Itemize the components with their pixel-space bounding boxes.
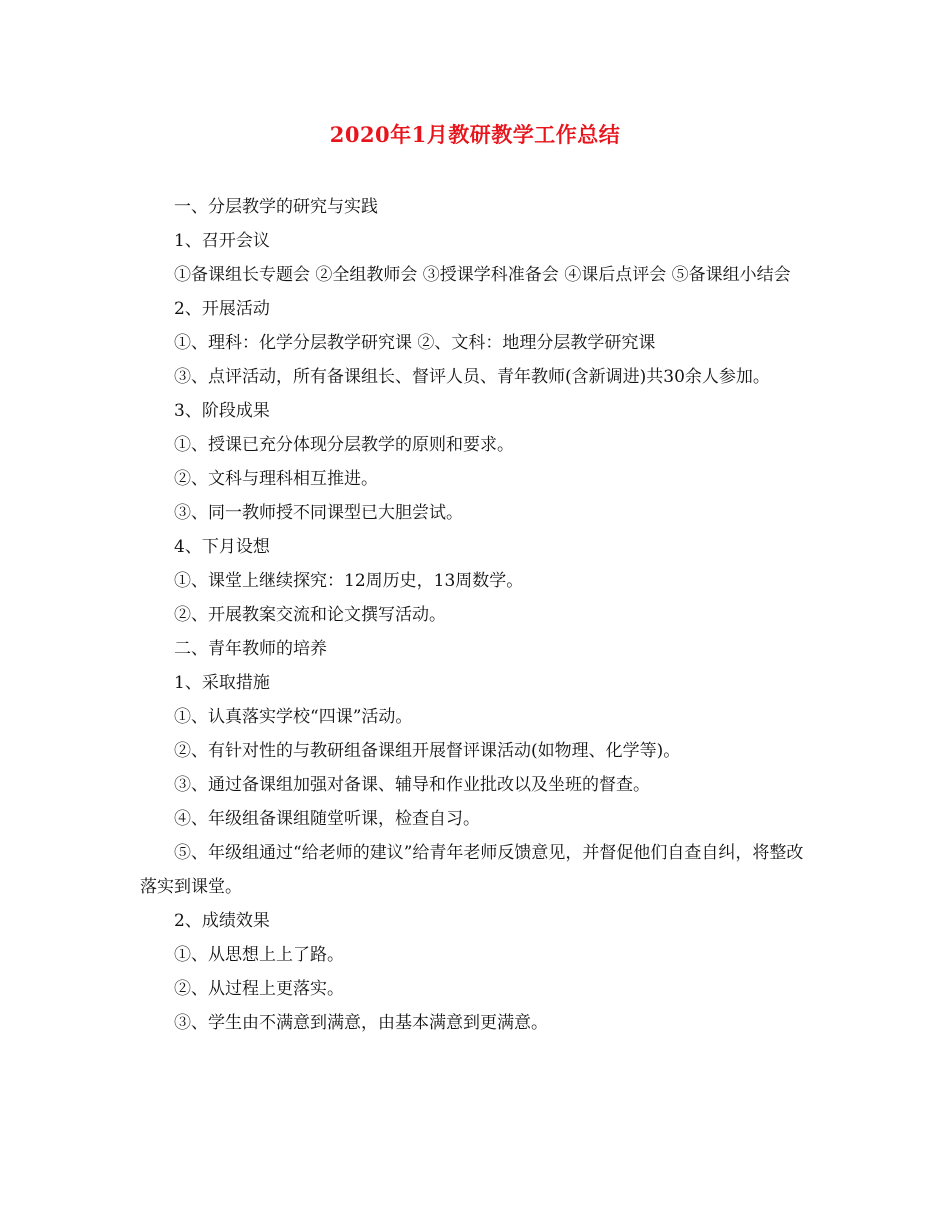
paragraph: ⑤、年级组通过“给老师的建议”给青年老师反馈意见，并督促他们自查自纠，将整改落实到课堂。 — [140, 843, 804, 897]
paragraph: ①备课组长专题会 ②全组教师会 ③授课学科准备会 ④课后点评会 ⑤备课组小结会 — [174, 265, 791, 285]
paragraph: ①、从思想上上了路。 — [174, 945, 344, 965]
paragraph: ②、从过程上更落实。 — [174, 979, 344, 999]
paragraph: ②、开展教案交流和论文撰写活动。 — [174, 605, 446, 625]
document-title: 2020年1月教研教学工作总结 — [329, 122, 621, 147]
subsection-heading: 4、下月设想 — [174, 537, 270, 557]
paragraph: ②、文科与理科相互推进。 — [174, 469, 378, 489]
paragraph: ③、同一教师授不同课型已大胆尝试。 — [174, 503, 463, 523]
section-heading: 二、青年教师的培养 — [174, 639, 327, 659]
paragraph: ③、学生由不满意到满意，由基本满意到更满意。 — [174, 1013, 548, 1033]
paragraph: ①、理科：化学分层教学研究课 ②、文科：地理分层教学研究课 — [174, 333, 656, 353]
subsection-heading: 3、阶段成果 — [174, 401, 270, 421]
subsection-heading: 1、召开会议 — [174, 231, 270, 251]
paragraph: ③、点评活动，所有备课组长、督评人员、青年教师(含新调进)共30余人参加。 — [174, 367, 770, 387]
paragraph: ②、有针对性的与教研组备课组开展督评课活动(如物理、化学等)。 — [174, 741, 681, 761]
subsection-heading: 1、采取措施 — [174, 673, 270, 693]
paragraph: ①、课堂上继续探究：12周历史，13周数学。 — [174, 571, 524, 591]
paragraph: ④、年级组备课组随堂听课，检查自习。 — [174, 809, 480, 829]
paragraph: ③、通过备课组加强对备课、辅导和作业批改以及坐班的督查。 — [174, 775, 650, 795]
section-heading: 一、分层教学的研究与实践 — [174, 197, 378, 217]
subsection-heading: 2、成绩效果 — [174, 911, 270, 931]
paragraph: ①、授课已充分体现分层教学的原则和要求。 — [174, 435, 514, 455]
document-body — [140, 190, 820, 1040]
paragraph: ①、认真落实学校“四课”活动。 — [174, 707, 413, 727]
subsection-heading: 2、开展活动 — [174, 299, 270, 319]
